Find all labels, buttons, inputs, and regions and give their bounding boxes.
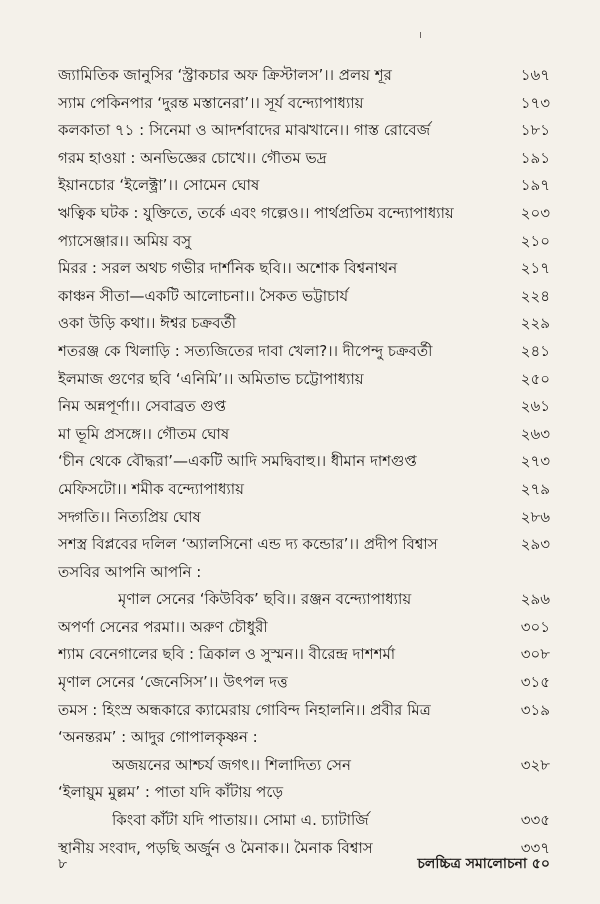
toc-entry (0, 117, 600, 145)
toc-entry (0, 200, 600, 228)
entry-title: মা ভূমি প্রসঙ্গে।। গৌতম ঘোষ (58, 424, 230, 443)
toc-entry (0, 531, 600, 559)
entry-title: মিরর : সরল অথচ গভীর দার্শনিক ছবি।। অশোক বিশ্বনাথন (58, 259, 398, 278)
entry-page-number: ১৮১ (520, 121, 550, 140)
entry-page-number: ২৬১ (520, 397, 550, 416)
toc-entry (0, 448, 600, 476)
entry-page-number: ৩০৮ (520, 645, 550, 664)
entry-title: ইলমাজ গুণের ছবি ‘এনিমি’।। অমিতাভ চট্টোপাধ্যায় (58, 369, 364, 388)
toc-entry (0, 228, 600, 256)
toc-entry (0, 641, 600, 669)
entry-page-number: ২২৯ (520, 314, 550, 333)
entry-title: তসবির আপনি আপনি : (58, 562, 202, 581)
entry-title: ওকা উড়ি কথা।। ঈশ্বর চক্রবর্তী (58, 314, 237, 333)
entry-title: ঋত্বিক ঘটক : যুক্তিতে, তর্কে এবং গল্পেও।। পার্থপ্রতিম বন্দ্যোপাধ্যায় (58, 203, 454, 222)
toc-group-heading (0, 779, 600, 807)
entry-page-number: ২২৪ (520, 286, 550, 305)
entry-page-number: ২১৭ (520, 259, 550, 278)
running-title: চলচ্চিত্র সমালোচনা ৫০ (417, 856, 550, 872)
entry-page-number: ২৬৩ (520, 424, 550, 443)
toc-group-heading (0, 559, 600, 587)
entry-page-number: ২৭৯ (520, 479, 550, 498)
entry-page-number: ২১০ (520, 231, 550, 250)
toc-entry (0, 393, 600, 421)
toc-entry (0, 338, 600, 366)
entry-title: শ্যাম বেনেগালের ছবি : ত্রিকাল ও সুস্মন।। বীরেন্দ্র দাশশর্মা (58, 645, 396, 664)
entry-page-number: ৩০১ (520, 617, 550, 636)
entry-title: কাঞ্চন সীতা—একটি আলোচনা।। সৈকত ভট্টাচার্য (58, 286, 349, 305)
toc-entry (0, 697, 600, 725)
toc-entry (0, 90, 600, 118)
toc-entry (0, 752, 600, 780)
entry-page-number: ৩৩৭ (520, 838, 550, 857)
entry-page-number: ২৪১ (520, 341, 550, 360)
toc-entry (0, 421, 600, 449)
toc-entry (0, 586, 600, 614)
entry-title: গরম হাওয়া : অনভিজ্ঞের চোখে।। গৌতম ভদ্র (58, 148, 327, 167)
entry-page-number: ৩১৫ (520, 673, 550, 692)
toc-entry (0, 614, 600, 642)
entry-page-number: ১৭৩ (520, 93, 550, 112)
entry-page-number: ২৮৬ (520, 507, 550, 526)
toc-entry (0, 476, 600, 504)
entry-page-number: ১৯১ (520, 148, 550, 167)
entry-title: স্যাম পেকিনপার ‘দুরন্ত মস্তানেরা’।। সূর্য বন্দ্যোপাধ্যায় (58, 93, 364, 112)
toc-group-heading (0, 724, 600, 752)
entry-page-number: ৩১৯ (520, 700, 550, 719)
entry-title: নিম অন্নপূর্ণা।। সেবাব্রত গুপ্ত (58, 397, 227, 416)
entry-title: কিংবা কাঁটা যদি পাতায়।। সোমা এ. চ্যাটার্জি (112, 811, 369, 830)
entry-page-number: ১৬৭ (520, 66, 550, 84)
entry-page-number: ৩৩৫ (520, 811, 550, 830)
toc-entry (0, 62, 600, 90)
page-footer (0, 852, 600, 882)
table-of-contents (0, 62, 600, 862)
entry-page-number: ২৯৬ (520, 590, 550, 609)
entry-title: ‘চীন থেকে বৌদ্ধরা’—একটি আদি সমদ্বিবাহু।। ধীমান দাশগুপ্ত (58, 452, 417, 471)
toc-entry (0, 145, 600, 173)
entry-page-number: ২৯৩ (520, 535, 550, 554)
entry-title: প্যাসেঞ্জার।। অমিয় বসু (58, 231, 192, 250)
toc-entry (0, 504, 600, 532)
entry-title: স্থানীয় সংবাদ, পড়ছি অর্জুন ও মৈনাক।। মৈনাক বিশ্বাস (58, 838, 373, 857)
entry-page-number: ২০৩ (520, 203, 550, 222)
entry-title: জ্যামিতিক জানুসির ‘স্ট্রাকচার অফ ক্রিস্টালস’।। প্রলয় শূর (58, 66, 392, 84)
toc-entry (0, 283, 600, 311)
entry-page-number: ২৭৩ (520, 452, 550, 471)
toc-entry (0, 366, 600, 394)
entry-title: সদ্গতি।। নিত্যপ্রিয় ঘোষ (58, 507, 201, 526)
entry-page-number: ২৫০ (520, 369, 550, 388)
entry-title: ‘ইলায়ুম মুল্লম’ : পাতা যদি কাঁটায় পড়ে (58, 783, 284, 802)
toc-entry (0, 172, 600, 200)
entry-title: মেফিসটো।। শমীক বন্দ্যোপাধ্যায় (58, 479, 244, 498)
toc-entry (0, 669, 600, 697)
entry-title: কলকাতা ৭১ : সিনেমা ও আদর্শবাদের মাঝখানে।। গাস্ত রোবের্জ (58, 121, 431, 140)
entry-page-number: ১৯৭ (520, 176, 550, 195)
entry-title: অজয়নের আশ্চর্য জগৎ।। শিলাদিত্য সেন (112, 755, 351, 774)
entry-title: মৃণাল সেনের ‘কিউবিক’ ছবি।। রঞ্জন বন্দ্যোপাধ্যায় (118, 590, 412, 609)
entry-title: ইয়ানচোর ‘ইলেক্ট্রা’।। সোমেন ঘোষ (58, 176, 260, 195)
toc-entry (0, 807, 600, 835)
toc-entry (0, 310, 600, 338)
entry-title: সশস্ত্র বিপ্লবের দলিল ‘অ্যালসিনো এন্ড দ্য কন্ডোর’।। প্রদীপ বিশ্বাস (58, 535, 438, 554)
entry-title: শতরঞ্জ কে খিলাড়ি : সত্যজিতের দাবা খেলা?।। দীপেন্দু চক্রবর্তী (58, 341, 433, 360)
entry-page-number: ৩২৮ (520, 755, 550, 774)
entry-title: মৃণাল সেনের ‘জেনেসিস’।। উৎপল দত্ত (58, 673, 288, 692)
margin-mark (420, 32, 421, 38)
entry-title: অপর্ণা সেনের পরমা।। অরুণ চৌধুরী (58, 617, 268, 636)
entry-title: ‘অনন্তরম’ : আদুর গোপালকৃষ্ণন : (58, 728, 258, 747)
entry-title: তমস : হিংস্র অন্ধকারে ক্যামেরায় গোবিন্দ নিহালনি।। প্রবীর মিত্র (58, 700, 431, 719)
toc-entry (0, 255, 600, 283)
page-folio: ৮ (58, 856, 68, 872)
